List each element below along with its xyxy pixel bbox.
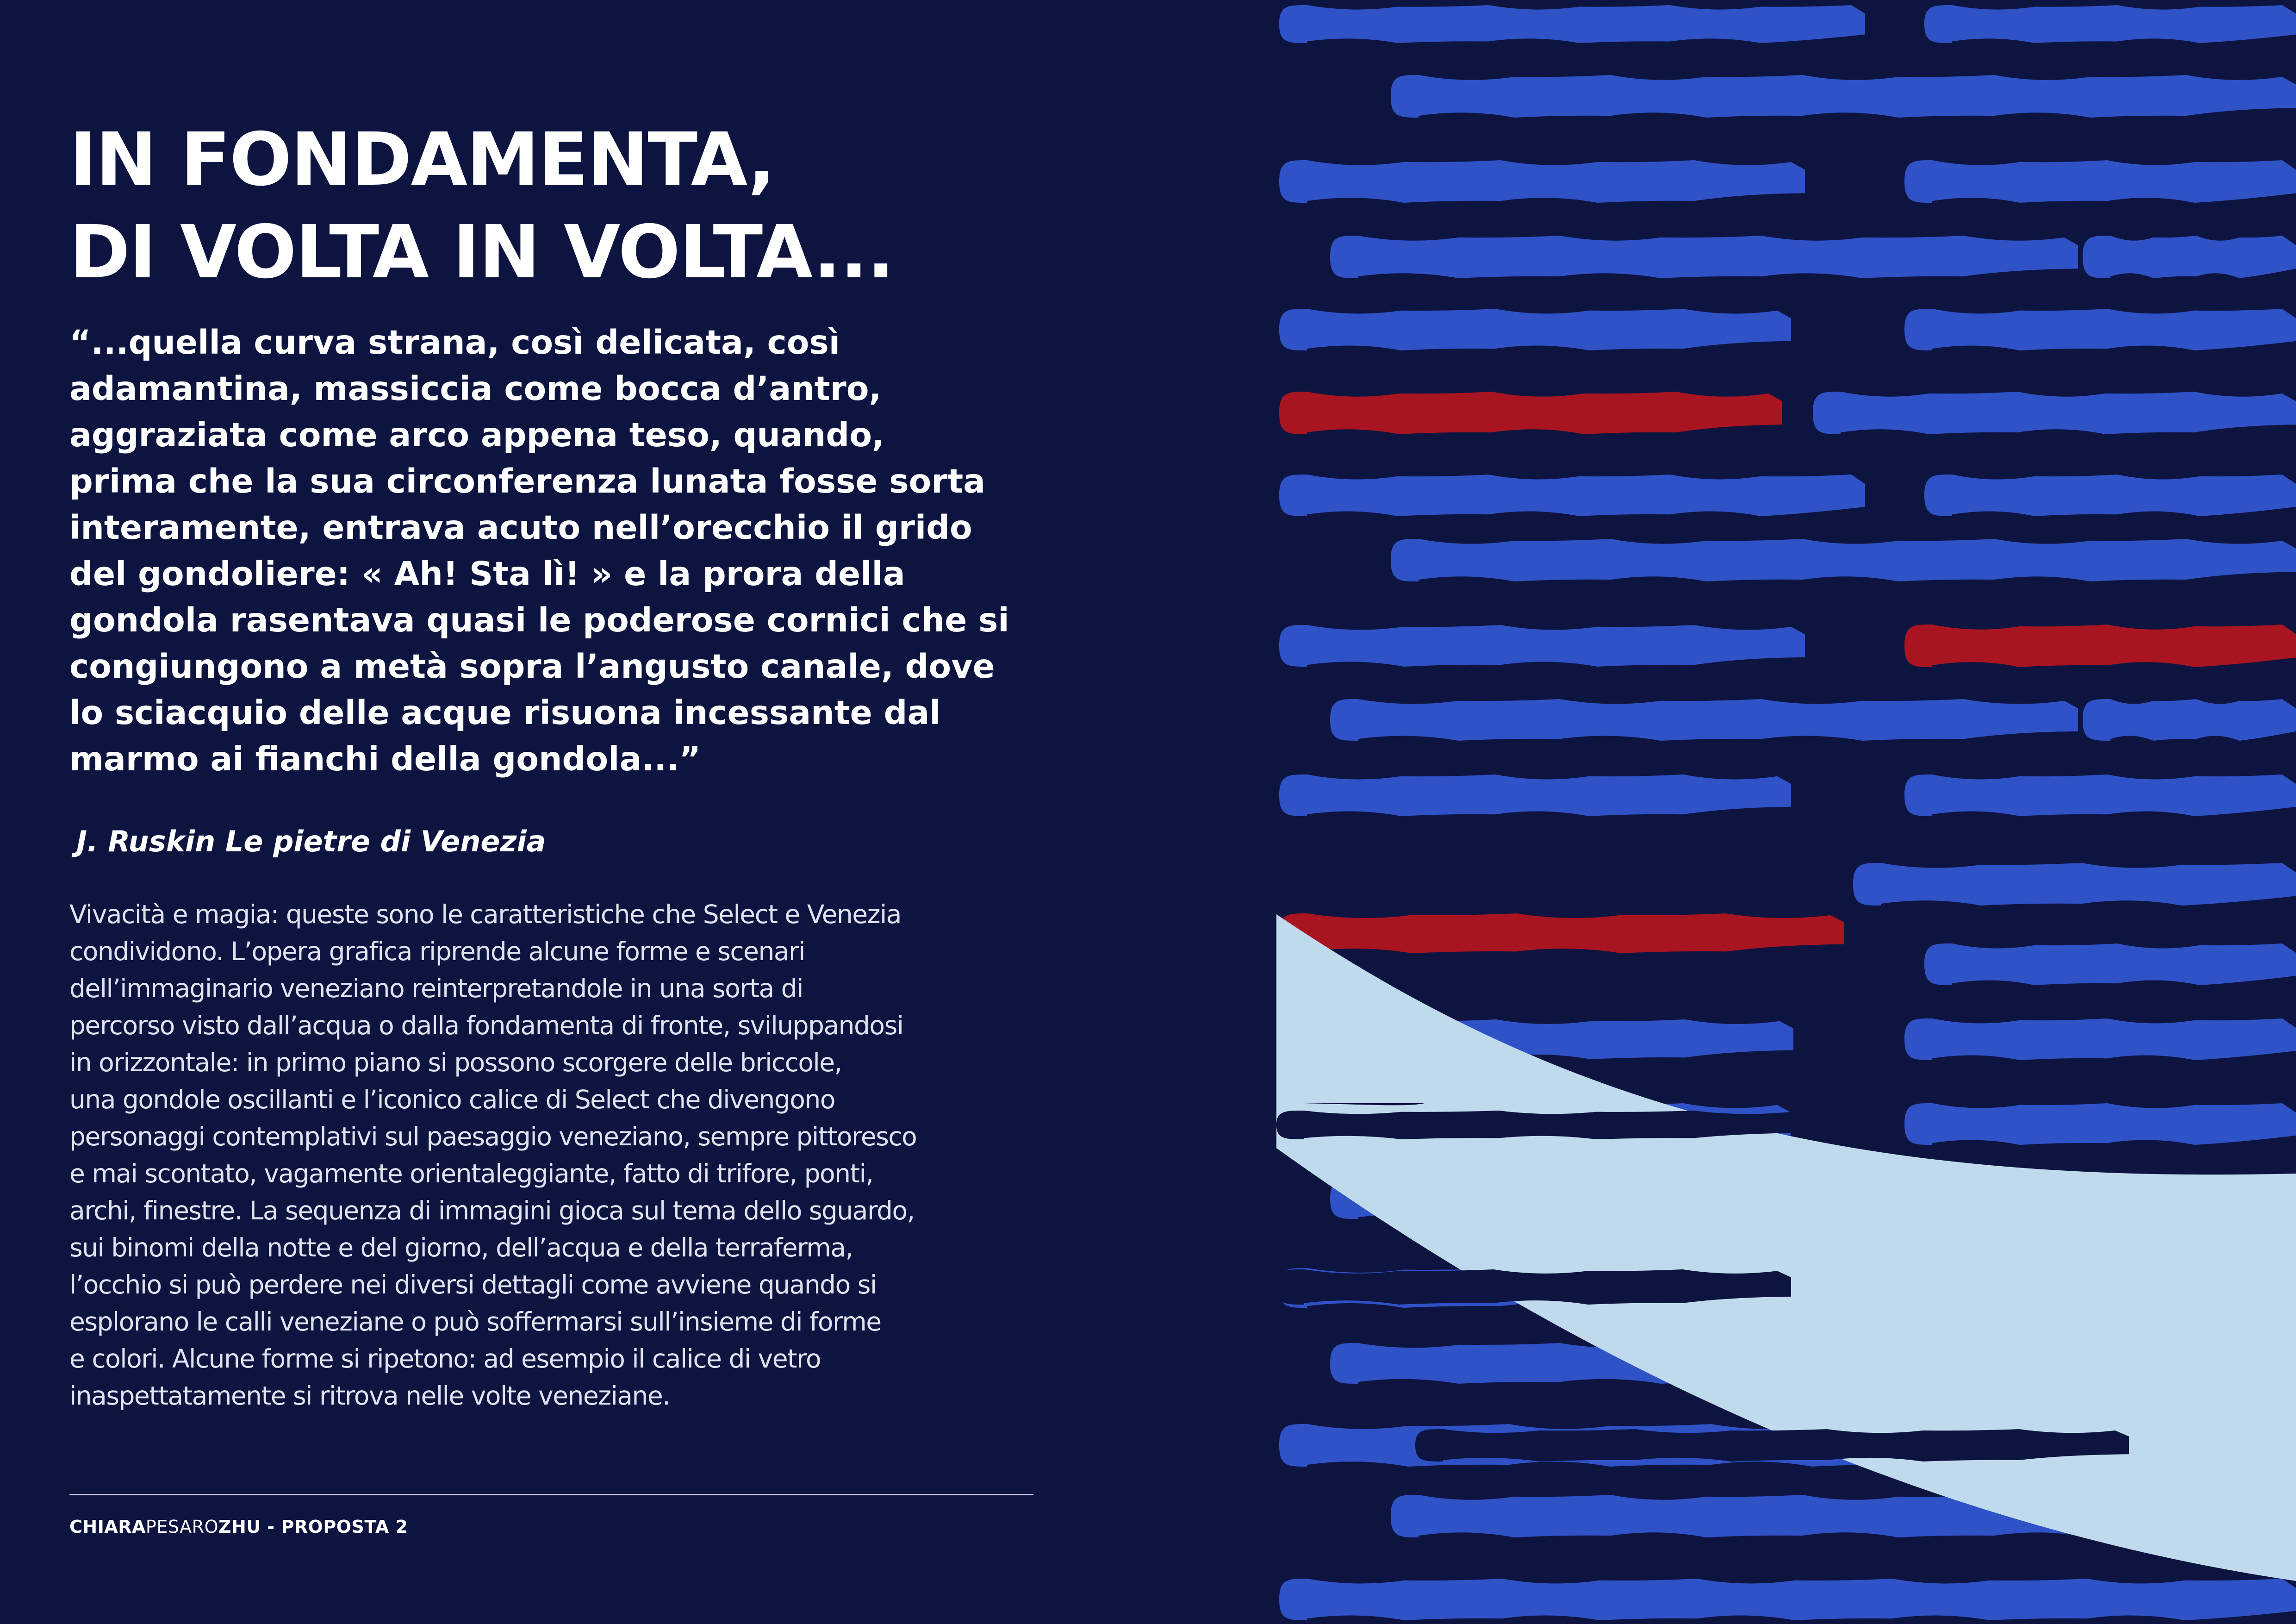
red-wave-stroke bbox=[1279, 913, 1844, 953]
gondola-hull bbox=[1276, 914, 2296, 1581]
blue-wave-stroke bbox=[1924, 475, 2296, 516]
body-line: percorso visto dall’acqua o dalla fondamenta di fronte, sviluppandosi bbox=[69, 1011, 903, 1040]
quote-line: lo sciacquio delle acque risuona incessante dal bbox=[69, 693, 941, 732]
body-line: archi, finestre. La sequenza di immagini gioca sul tema dello sguardo, bbox=[69, 1196, 915, 1225]
description-text bbox=[69, 896, 1018, 1414]
blue-wave-stroke bbox=[1279, 5, 1865, 43]
blue-wave-stroke bbox=[2083, 699, 2296, 741]
blue-wave-stroke bbox=[1904, 1103, 2296, 1145]
body-line: una gondole oscillanti e l’iconico calice di Select che divengono bbox=[69, 1085, 835, 1114]
body-line: condividono. L’opera grafica riprende alcune forme e scenari bbox=[69, 937, 805, 966]
blue-wave-stroke bbox=[1279, 309, 1791, 350]
author-last-name: ZHU bbox=[218, 1517, 261, 1537]
footer-separator: - bbox=[261, 1517, 281, 1537]
blue-wave-stroke bbox=[1279, 625, 1805, 667]
quote-attribution: J. Ruskin Le pietre di Venezia bbox=[76, 824, 546, 858]
proposal-label: PROPOSTA 2 bbox=[281, 1517, 408, 1537]
body-line: l’occhio si può perdere nei diversi dettagli come avviene quando si bbox=[69, 1270, 877, 1299]
blue-wave-stroke bbox=[1813, 392, 2296, 434]
blue-wave-stroke bbox=[1391, 539, 2296, 581]
hull-water-cutout bbox=[1415, 1429, 2129, 1462]
quote-line: del gondoliere: « Ah! Sta lì! » e la prora della bbox=[69, 555, 905, 593]
blue-wave-stroke bbox=[1330, 236, 2078, 278]
quote-line: gondola rasentava quasi le poderose cornici che si bbox=[69, 601, 1009, 639]
quote-line: prima che la sua circonferenza lunata fosse sorta bbox=[69, 462, 986, 500]
blue-wave-stroke bbox=[1904, 160, 2296, 203]
blue-wave-stroke bbox=[1904, 309, 2296, 350]
quote-line: congiungono a metà sopra l’angusto canale, dove bbox=[69, 647, 995, 686]
author-middle-name: PESARO bbox=[145, 1517, 218, 1537]
blue-wave-stroke bbox=[1924, 943, 2296, 985]
title-line-2: DI VOLTA IN VOLTA... bbox=[69, 210, 894, 295]
blue-wave-stroke bbox=[2083, 236, 2296, 278]
blue-wave-stroke bbox=[1279, 775, 1791, 816]
body-line: e colori. Alcune forme si ripetono: ad esempio il calice di vetro bbox=[69, 1344, 821, 1374]
quote-line: interamente, entrava acuto nell’orecchio il grido bbox=[69, 508, 972, 547]
hull-water-cutout bbox=[1276, 1111, 1805, 1139]
body-line: e mai scontato, vagamente orientaleggiante, fatto di trifore, ponti, bbox=[69, 1159, 873, 1188]
author-first-name: CHIARA bbox=[69, 1517, 146, 1537]
quote-line: “...quella curva strana, così delicata, così bbox=[69, 323, 840, 362]
blue-wave-stroke bbox=[1904, 775, 2296, 816]
quote-line: marmo ai fianchi della gondola...” bbox=[69, 740, 701, 778]
body-line: Vivacità e magia: queste sono le caratteristiche che Select e Venezia bbox=[69, 899, 901, 929]
gondola-shape bbox=[1276, 914, 2296, 1581]
body-line: personaggi contemplativi sul paesaggio veneziano, sempre pittoresco bbox=[69, 1122, 917, 1151]
blue-wave-stroke bbox=[1853, 863, 2296, 906]
body-line: sui binomi della notte e del giorno, dell’acqua e della terraferma, bbox=[69, 1233, 853, 1262]
blue-wave-stroke bbox=[1904, 1018, 2296, 1060]
footer-divider bbox=[69, 1494, 1033, 1495]
blue-wave-stroke bbox=[1924, 5, 2296, 43]
red-wave-stroke bbox=[1279, 392, 1782, 434]
blue-wave-stroke bbox=[1279, 160, 1805, 203]
blue-wave-stroke bbox=[1391, 75, 2296, 118]
blue-wave-stroke bbox=[1279, 475, 1865, 516]
title-line-1: IN FONDAMENTA, bbox=[69, 117, 775, 202]
ruskin-quote bbox=[69, 319, 1041, 782]
body-line: in orizzontale: in primo piano si possono scorgere delle briccole, bbox=[69, 1048, 842, 1077]
venetian-water-artwork bbox=[1275, 0, 2296, 1624]
hull-water-cutout bbox=[1276, 1269, 1791, 1305]
blue-wave-stroke bbox=[1330, 699, 2078, 741]
body-line: inaspettatamente si ritrova nelle volte veneziane. bbox=[69, 1381, 670, 1411]
quote-line: aggraziata come arco appena teso, quando, bbox=[69, 416, 884, 454]
blue-wave-stroke bbox=[1279, 1579, 2296, 1620]
page-title bbox=[69, 113, 894, 299]
quote-line: adamantina, massiccia come bocca d’antro, bbox=[69, 369, 882, 408]
body-line: dell’immaginario veneziano reinterpretandole in una sorta di bbox=[69, 974, 803, 1003]
footer-credit bbox=[69, 1513, 408, 1541]
body-line: esplorano le calli veneziane o può soffermarsi sull’insieme di forme bbox=[69, 1307, 881, 1337]
red-wave-stroke bbox=[1904, 625, 2296, 667]
